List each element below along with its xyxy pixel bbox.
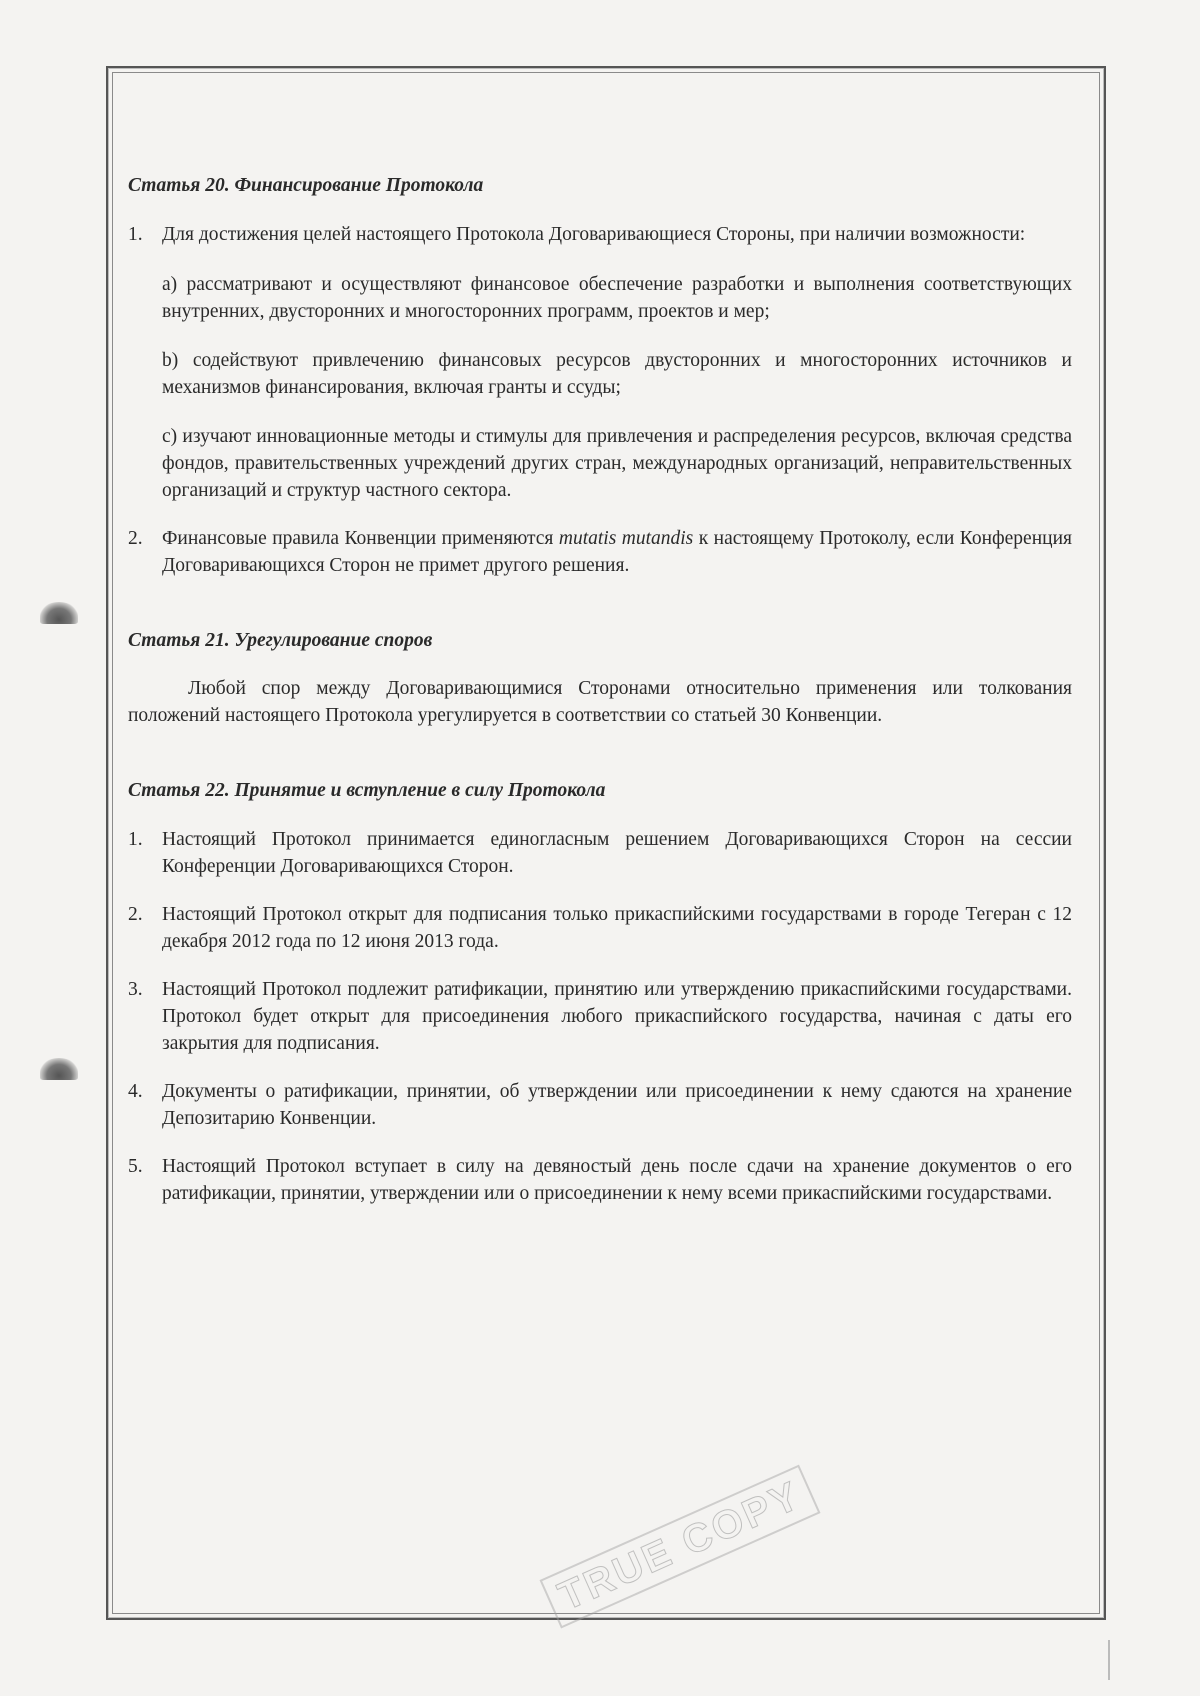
true-copy-stamp: TRUE COPY bbox=[540, 1464, 821, 1628]
item-number: 3. bbox=[128, 979, 143, 1000]
item-number: 2. bbox=[128, 904, 143, 925]
item-text: Настоящий Протокол принимается единогласным решением Договаривающихся Сторон на сессии Конференции Договаривающихся Сторон. bbox=[162, 829, 1072, 877]
article-22-item bbox=[128, 901, 1072, 955]
item-number: 4. bbox=[128, 1081, 143, 1102]
article-20-item-2 bbox=[128, 525, 1072, 579]
article-22-item bbox=[128, 976, 1072, 1057]
punch-hole-mark bbox=[40, 1058, 78, 1080]
item-text: Настоящий Протокол подлежит ратификации, принятию или утверждению прикаспийскими государствами. Протокол будет открыт для присоединения любого прикаспийского государства, начиная с даты его закрытия для подписания. bbox=[162, 979, 1072, 1054]
document-body bbox=[128, 172, 1072, 1207]
article-22-heading: Статья 22. Принятие и вступление в силу Протокола bbox=[128, 780, 606, 801]
article-21-heading: Статья 21. Урегулирование споров bbox=[128, 630, 433, 651]
item-number: 5. bbox=[128, 1156, 143, 1177]
item-number: 2. bbox=[128, 528, 143, 549]
item-text: Настоящий Протокол открыт для подписания только прикаспийскими государствами в городе Тегеран с 12 декабря 2012 года по 12 июня 2013 года. bbox=[162, 904, 1072, 952]
subitem-b: b) содействуют привлечению финансовых ресурсов двусторонних и многосторонних источников и механизмов финансирования, включая гранты и ссуды; bbox=[162, 350, 1072, 398]
item-number: 1. bbox=[128, 829, 143, 850]
article-22-item bbox=[128, 826, 1072, 880]
item-text: Настоящий Протокол вступает в силу на девяностый день после сдачи на хранение документов о его ратификации, принятии, утверждении или о присоединении к нему всеми прикаспийскими государствами. bbox=[162, 1156, 1072, 1204]
article-21-text: Любой спор между Договаривающимися Сторонами относительно применения или толкования положений настоящего Протокола урегулируется в соответствии со статьей 30 Конвенции. bbox=[128, 678, 1072, 726]
article-22-item bbox=[128, 1078, 1072, 1132]
item-text-part: к настоящему Протоколу, если Конференция Договаривающихся Сторон не примет другого решения. bbox=[162, 528, 1072, 576]
item-text: Документы о ратификации, принятии, об утверждении или присоединении к нему сдаются на хранение Депозитарию Конвенции. bbox=[162, 1081, 1072, 1129]
subitem-a: a) рассматривают и осуществляют финансовое обеспечение разработки и выполнения соответствующих внутренних, двусторонних и многосторонних программ, проектов и мер; bbox=[162, 274, 1072, 322]
article-22-item bbox=[128, 1153, 1072, 1207]
item-number: 1. bbox=[128, 224, 143, 245]
item-text: Для достижения целей настоящего Протокола Договаривающиеся Стороны, при наличии возможности: bbox=[162, 224, 1026, 245]
scan-edge-mark bbox=[1108, 1640, 1110, 1680]
subitem-c: c) изучают инновационные методы и стимулы для привлечения и распределения ресурсов, включая средства фондов, правительственных учреждений других стран, международных организаций, неправительственных организаций и структур частного сектора. bbox=[162, 426, 1072, 501]
punch-hole-mark bbox=[40, 602, 78, 624]
latin-phrase: mutatis mutandis bbox=[558, 528, 694, 549]
article-20-heading: Статья 20. Финансирование Протокола bbox=[128, 175, 484, 196]
item-text-part: Финансовые правила Конвенции применяются bbox=[162, 528, 559, 549]
item-text bbox=[162, 525, 1072, 579]
article-20-item-1 bbox=[128, 221, 1072, 248]
